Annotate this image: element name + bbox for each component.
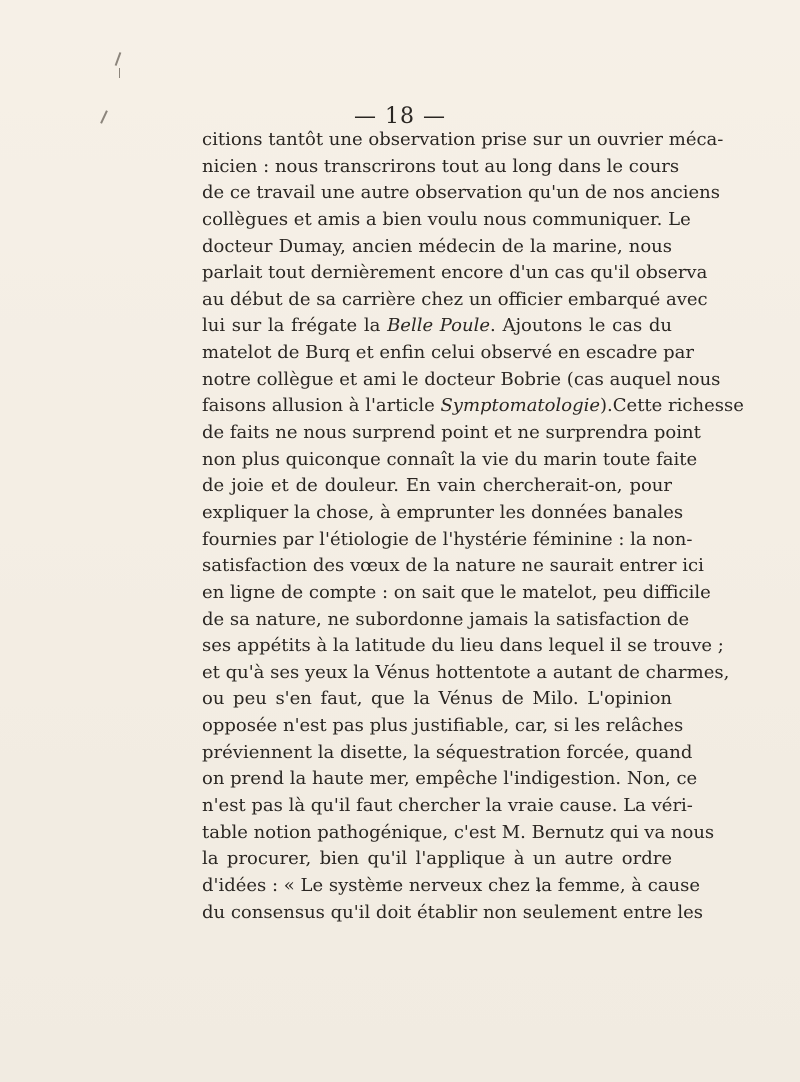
text-line: non plus quiconque connaît la vie du marin toute faite xyxy=(202,448,698,470)
text-line: ses appétits à la latitude du lieu dans lequel il se trouve ; xyxy=(202,635,724,657)
text-line: docteur Dumay, ancien médecin de la marine, nous xyxy=(202,235,672,257)
text-line xyxy=(202,393,744,420)
text-segment: faisons allusion à l'article xyxy=(202,395,435,417)
margin-mark xyxy=(115,52,122,66)
text-line: de sa nature, ne subordonne jamais la satisfaction de xyxy=(202,608,690,630)
text-line xyxy=(202,313,672,340)
text-line: de faits ne nous surprend point et ne surprendra point xyxy=(202,422,701,444)
text-line: collègues et amis a bien voulu nous communiquer. Le xyxy=(202,208,691,230)
body-text xyxy=(202,127,744,926)
text-segment: . Ajoutons le cas du xyxy=(490,315,673,337)
text-line: parlait tout dernièrement encore d'un cas qu'il observa xyxy=(202,262,708,284)
text-line: ou peu s'en faut, que la Vénus de Milo. L'opinion xyxy=(202,688,672,710)
text-line: de joie et de douleur. En vain chercherait-on, pour xyxy=(202,475,672,497)
text-line: satisfaction des vœux de la nature ne saurait entrer ici xyxy=(202,555,704,577)
text-line: au début de sa carrière chez un officier embarqué avec xyxy=(202,288,708,310)
text-line: nicien : nous transcrirons tout au long dans le cours xyxy=(202,155,680,177)
text-line: expliquer la chose, à emprunter les données banales xyxy=(202,501,684,523)
text-line: préviennent la disette, la séquestration forcée, quand xyxy=(202,741,693,763)
text-line: en ligne de compte : on sait que le matelot, peu difficile xyxy=(202,581,711,603)
text-line: notre collègue et ami le docteur Bobrie (cas auquel nous xyxy=(202,368,721,390)
text-line: opposée n'est pas plus justifiable, car, si les relâches xyxy=(202,715,684,737)
text-line: table notion pathogénique, c'est M. Bernutz qui va nous xyxy=(202,821,715,843)
text-line: fournies par l'étiologie de l'hystérie féminine : la non- xyxy=(202,528,693,550)
text-line: du consensus qu'il doit établir non seulement entre les xyxy=(202,901,703,923)
italic-title: Symptomatologie xyxy=(440,395,601,417)
page-number: — 18 — xyxy=(354,104,446,129)
margin-mark xyxy=(119,68,120,78)
text-line: on prend la haute mer, empêche l'indigestion. Non, ce xyxy=(202,768,698,790)
text-segment: lui sur la frégate la xyxy=(202,315,381,337)
text-segment: ).Cette richesse xyxy=(600,395,744,417)
text-line: citions tantôt une observation prise sur un ouvrier méca- xyxy=(202,129,724,150)
text-line: et qu'à ses yeux la Vénus hottentote a autant de charmes, xyxy=(202,661,730,683)
text-line: n'est pas là qu'il faut chercher la vraie cause. La véri- xyxy=(202,795,693,817)
text-line: la procurer, bien qu'il l'applique à un autre ordre xyxy=(202,848,672,870)
text-line: de ce travail une autre observation qu'un de nos anciens xyxy=(202,182,720,204)
text-line: d'idées : « Le système nerveux chez la femme, à cause xyxy=(202,874,701,896)
text-line: matelot de Burq et enfin celui observé en escadre par xyxy=(202,342,694,364)
italic-title: Belle Poule xyxy=(387,315,491,337)
